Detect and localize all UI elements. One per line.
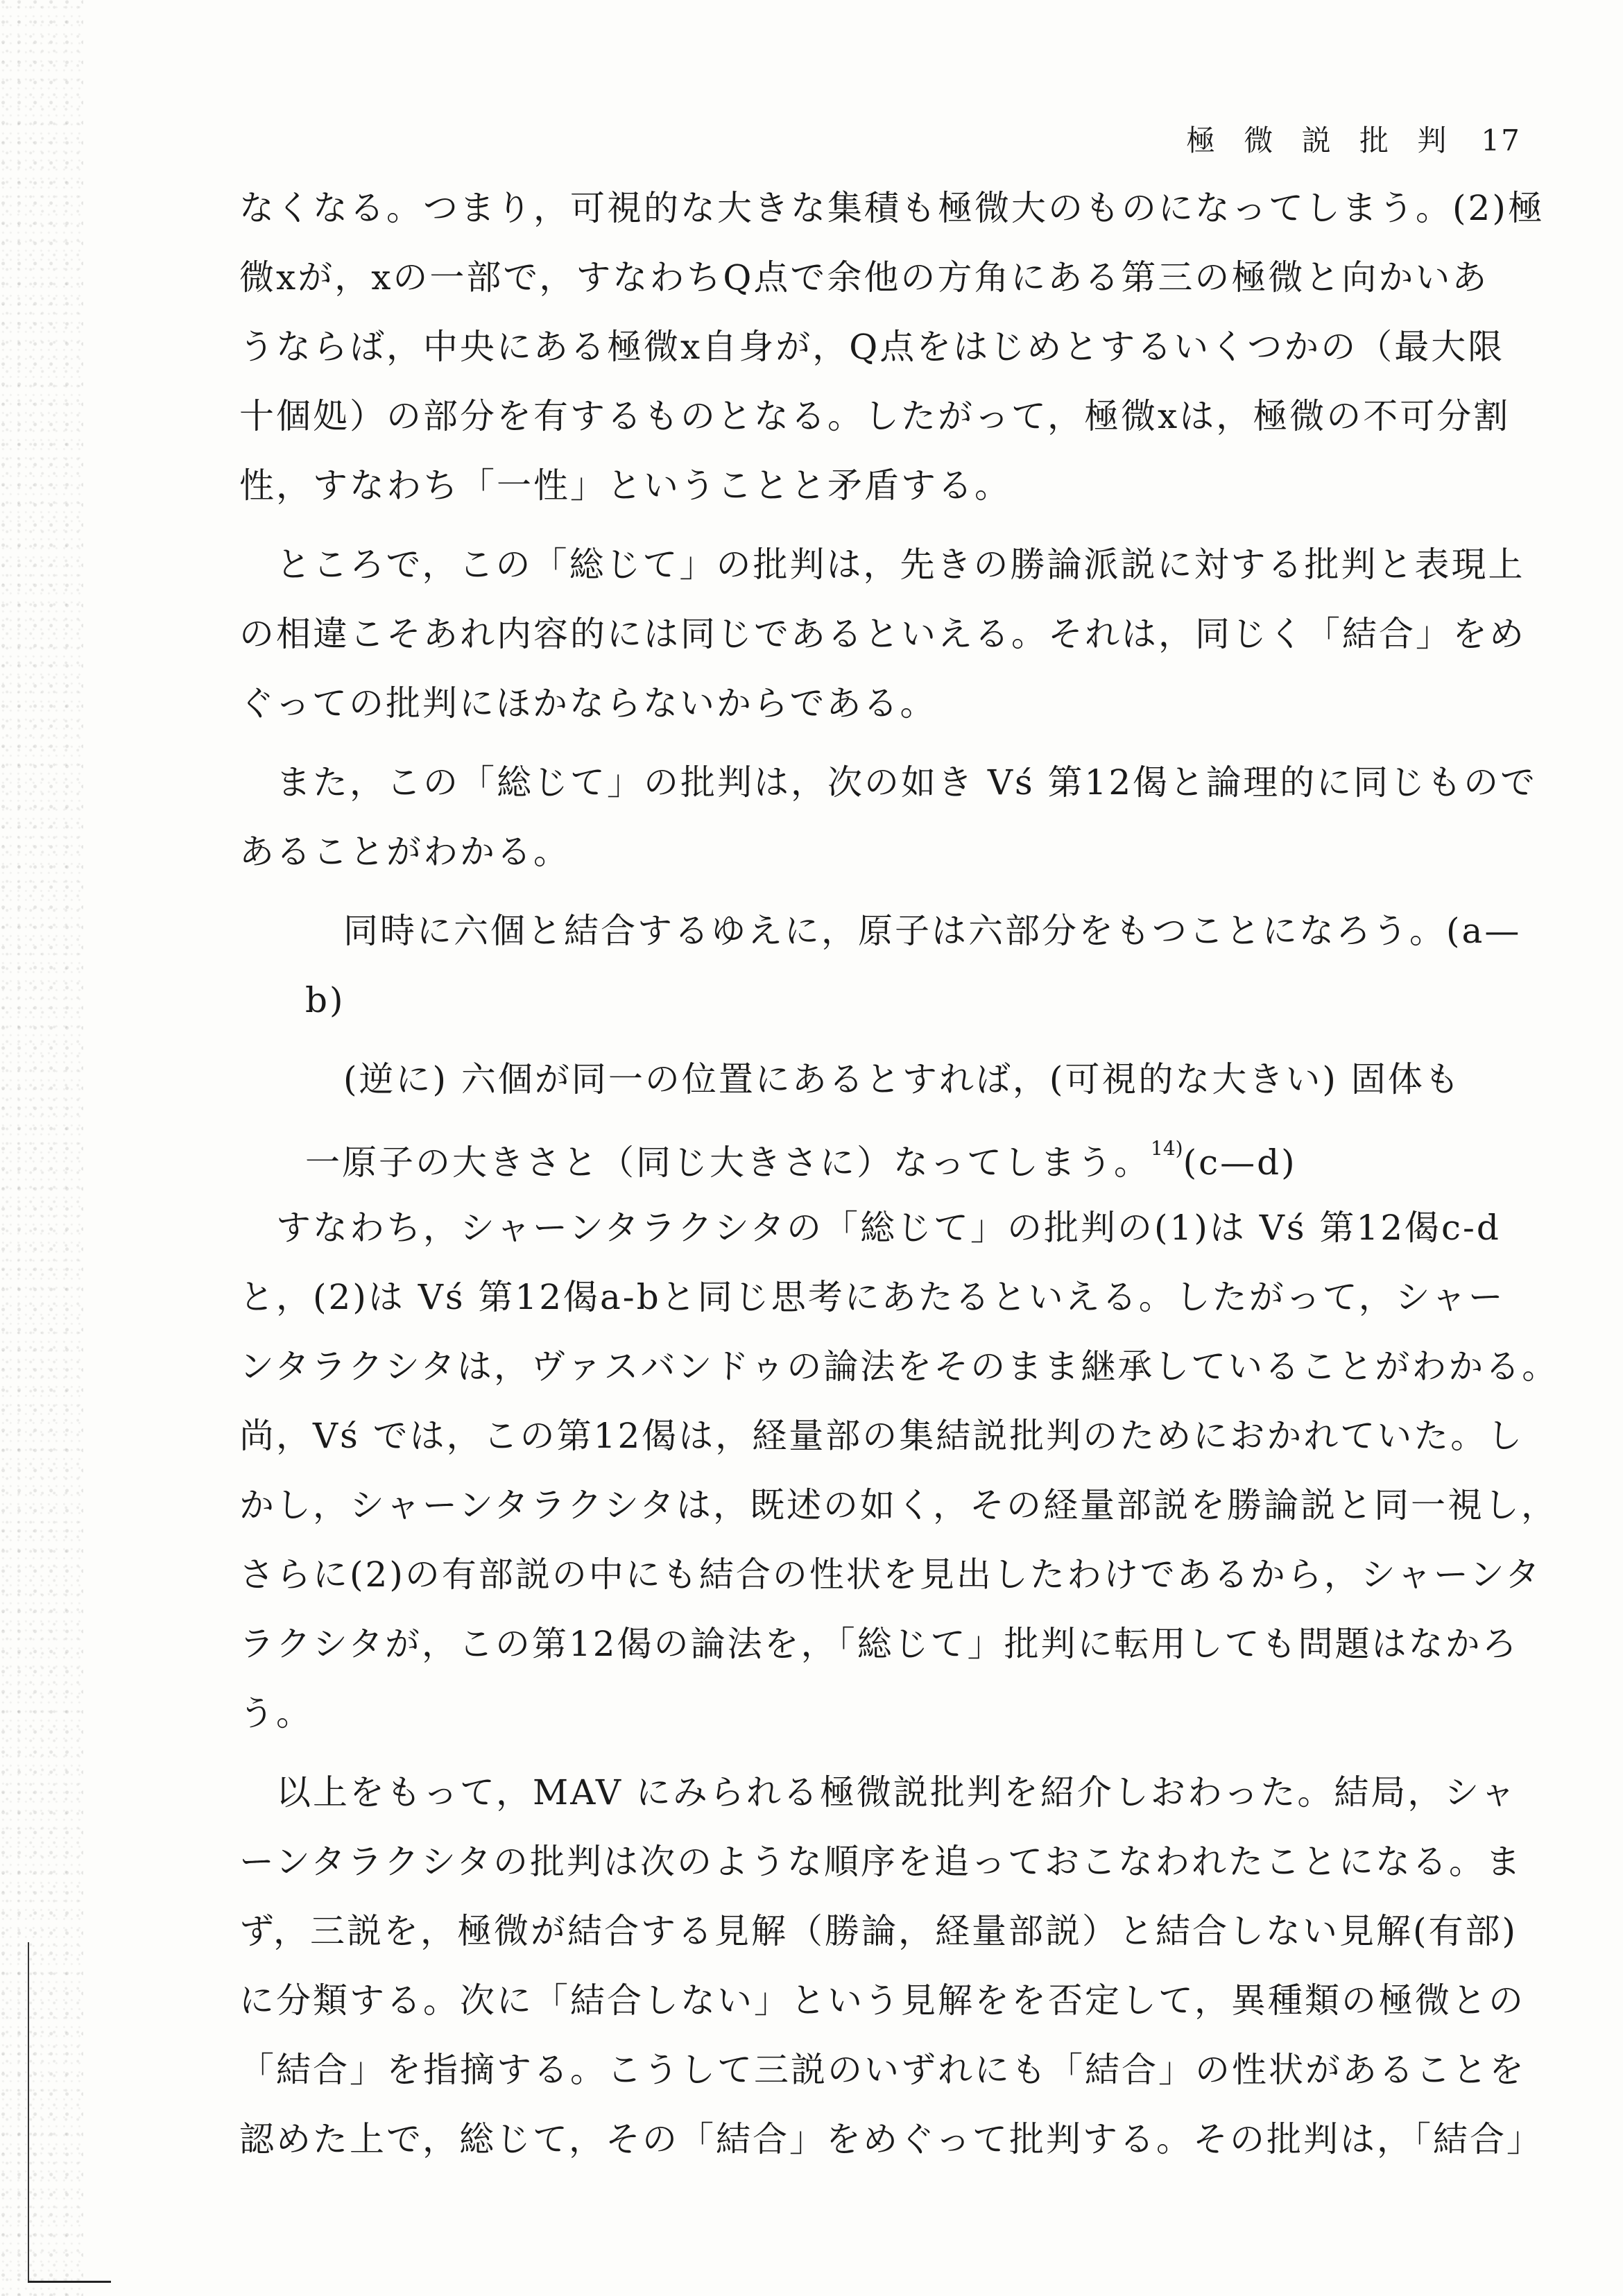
text-line: なくなる。つまり，可視的な大きな集積も極微大のものになってしまう。(2)極: [239, 188, 1545, 228]
text-line: に分類する。次に「結合しない」という見解をを否定して，異種類の極微との: [239, 1980, 1525, 2021]
text-line: 微xが，xの一部で，すなわちQ点で余他の方角にある第三の極微と向かいあ: [239, 257, 1489, 298]
text-line: 認めた上で，総じて，その「結合」をめぐって批判する。その批判は，「結合」: [239, 2119, 1543, 2159]
body-text: [239, 173, 1559, 2174]
text-line: と，(2)は Vś 第12偈a-bと同じ思考にあたるといえる。したがって，シャー: [239, 1277, 1505, 1317]
text-line: あることがわかる。: [239, 832, 570, 872]
scan-bottom-rule: [28, 2281, 111, 2283]
text-line: さらに(2)の有部説の中にも結合の性状を見出したわけであるから，シャーンタ: [239, 1554, 1542, 1595]
scan-edge-line: [28, 1942, 29, 2282]
quote-ref: (c—d): [1183, 1142, 1297, 1183]
text-line: 以上をもって，MAV にみられる極微説批判を紹介しおわった。結局，シャ: [239, 1772, 1518, 1813]
text-line: ところで，この「総じて」の批判は，先きの勝論派説に対する批判と表現上: [239, 545, 1525, 585]
text-line: 「結合」を指摘する。こうして三説のいずれにも「結合」の性状があることを: [239, 2050, 1526, 2090]
text-line: ラクシタが，この第12偈の論法を，「総じて」批判に転用しても問題はなかろ: [239, 1624, 1519, 1664]
text-line: ぐっての批判にほかならないからである。: [239, 683, 937, 723]
quote-line: [239, 1114, 1474, 1183]
text-line: ーンタラクシタの批判は次のような順序を追っておこなわれたことになる。ま: [239, 1842, 1522, 1882]
page-number: 17: [1481, 123, 1521, 157]
footnote-marker: 14): [1151, 1137, 1183, 1160]
text-line: うならば，中央にある極微x自身が，Q点をはじめとするいくつかの（最大限: [239, 327, 1505, 367]
text-line: 性，すなわち「一性」ということと矛盾する。: [239, 465, 1011, 506]
text-line: う。: [239, 1693, 313, 1733]
text-line: かし，シャーンタラクシタは，既述の如く，その経量部説を勝論説と同一視し，: [239, 1485, 1558, 1525]
quote-line: b): [305, 980, 345, 1020]
text-line: すなわち，シャーンタラクシタの「総じて」の批判の(1)は Vś 第12偈c-d: [239, 1208, 1501, 1248]
quote-text: 一原子の大きさと（同じ大きさに）なってしまう。: [305, 1142, 1151, 1183]
text-line: また，この「総じて」の批判は，次の如き Vś 第12偈と論理的に同じもので: [239, 762, 1538, 803]
text-line: 尚，Vś では，この第12偈は，経量部の集結説批判のためにおかれていた。し: [239, 1416, 1525, 1456]
scan-edge-noise: [0, 0, 83, 2296]
quote-line: (逆に) 六個が同一の位置にあるとすれば，(可視的な大きい) 固体も: [343, 1059, 1461, 1099]
quote-line: 同時に六個と結合するゆえに，原子は六部分をもつことになろう。(a—: [343, 911, 1522, 951]
running-head-title: 極 微 説 批 判: [1186, 123, 1457, 157]
running-head: [1186, 118, 1521, 160]
text-line: の相違こそあれ内容的には同じであるといえる。それは，同じく「結合」をめ: [239, 614, 1526, 654]
text-line: 十個処）の部分を有するものとなる。したがって，極微xは，極微の不可分割: [239, 396, 1511, 436]
text-line: ンタラクシタは，ヴァスバンドゥの論法をそのまま継承していることがわかる。: [239, 1346, 1559, 1387]
text-line: ず，三説を，極微が結合する見解（勝論，経量部説）と結合しない見解(有部): [239, 1911, 1518, 1951]
